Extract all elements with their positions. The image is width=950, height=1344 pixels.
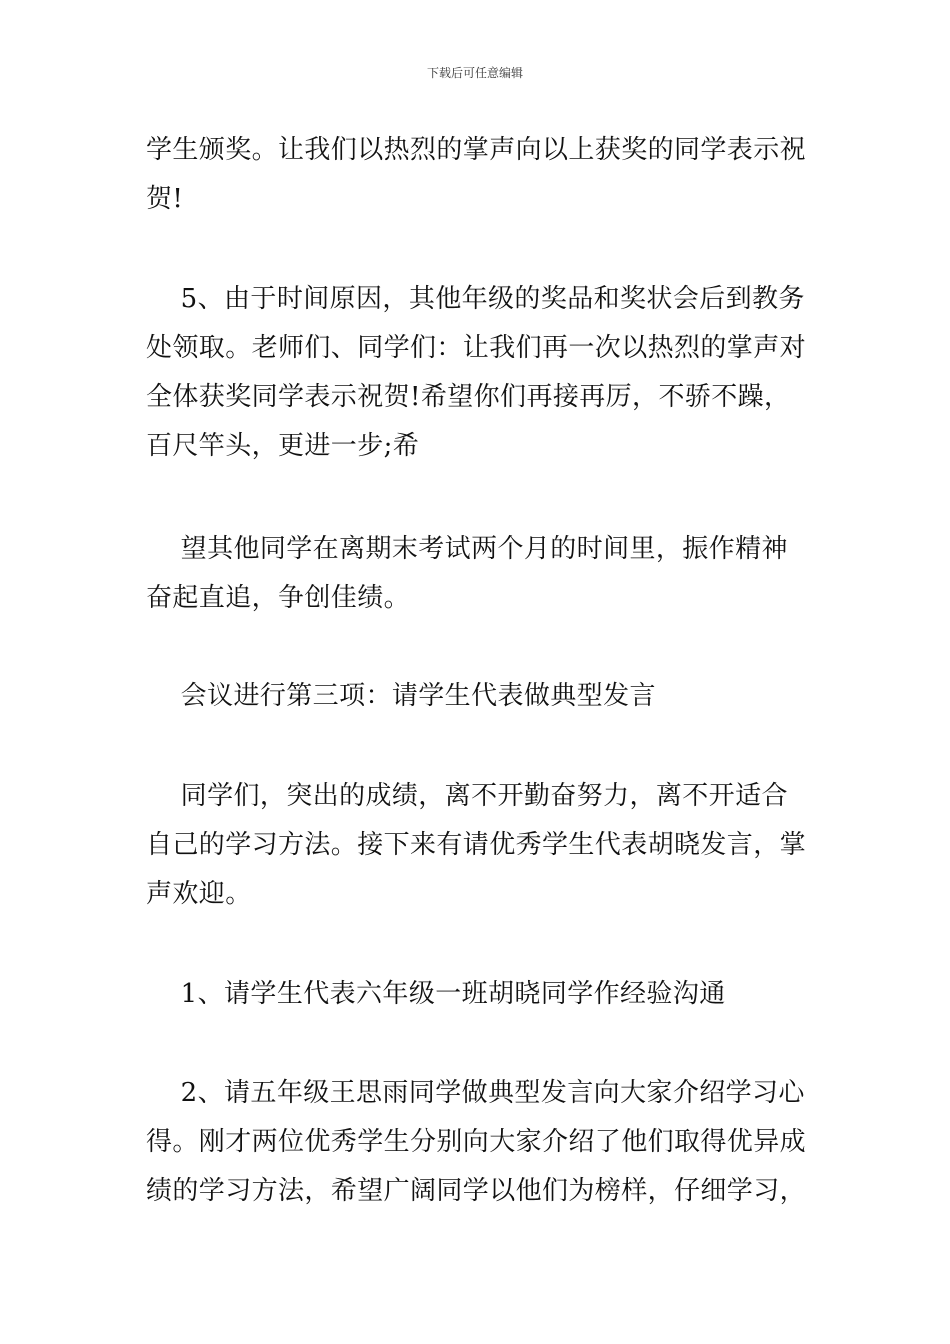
paragraph-student-speech-intro: 同学们，突出的成绩，离不开勤奋努力，离不开适合自己的学习方法。接下来有请优秀学生代表胡晓发言，掌声欢迎。: [146, 781, 807, 909]
paragraph-agenda-item-3: 会议进行第三项：请学生代表做典型发言: [146, 681, 656, 711]
paragraph-speaker-2: 2、请五年级王思雨同学做典型发言向大家介绍学习心得。刚才两位优秀学生分别向大家介绍了他们取得优异成绩的学习方法，希望广阔同学以他们为榜样，仔细学习，: [146, 1078, 807, 1206]
paragraph-award-congratulations: 学生颁奖。让我们以热烈的掌声向以上获奖的同学表示祝贺!: [146, 135, 807, 214]
paragraph-encourage-students: 望其他同学在离期末考试两个月的时间里，振作精神奋起直追，争创佳绩。: [146, 534, 788, 613]
paragraph-speaker-1: 1、请学生代表六年级一班胡晓同学作经验沟通: [146, 979, 726, 1009]
paragraph-item-5-prize-collection: 5、由于时间原因，其他年级的奖品和奖状会后到教务处领取。老师们、同学们：让我们再一次以热烈的掌声对全体获奖同学表示祝贺!希望你们再接再厉，不骄不躁，百尺竿头，更进一步;希: [146, 284, 807, 461]
page-header: 下载后可任意编辑: [426, 66, 523, 80]
